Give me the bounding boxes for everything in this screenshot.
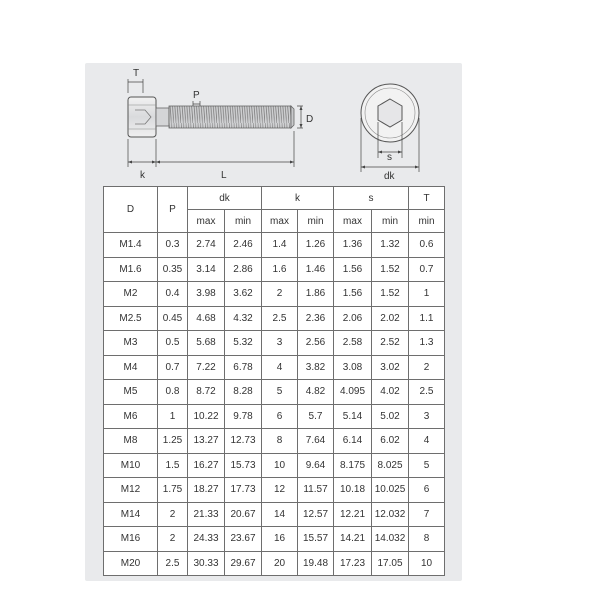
table-cell: 1.26 (298, 233, 334, 258)
table-cell: 24.33 (188, 527, 225, 552)
table-cell: 0.35 (158, 257, 188, 282)
table-cell: 1.3 (409, 331, 445, 356)
table-cell: 10 (409, 551, 445, 576)
screw-thread (169, 106, 291, 128)
table-cell: 8.025 (372, 453, 409, 478)
table-cell: 1.6 (262, 257, 298, 282)
table-cell: 2.58 (334, 331, 372, 356)
table-cell: 2.52 (372, 331, 409, 356)
table-cell: 0.7 (409, 257, 445, 282)
table-row (104, 306, 445, 331)
table-cell: 5.32 (225, 331, 262, 356)
table-cell: 15.73 (225, 453, 262, 478)
label-k: k (140, 170, 145, 181)
header-D: D (104, 187, 158, 233)
table-cell: 1.36 (334, 233, 372, 258)
screw-technical-drawing (85, 63, 462, 186)
table-cell: 2.86 (225, 257, 262, 282)
header-dk: dk (188, 187, 262, 210)
table-cell: 5 (409, 453, 445, 478)
table-cell: 23.67 (225, 527, 262, 552)
table-cell: 3.98 (188, 282, 225, 307)
table-cell: 29.67 (225, 551, 262, 576)
label-D: D (306, 114, 314, 125)
table-cell: 3.08 (334, 355, 372, 380)
table-cell: 10.18 (334, 478, 372, 503)
table-cell: 2 (158, 527, 188, 552)
table-cell: 0.6 (409, 233, 445, 258)
table-cell: 1.4 (262, 233, 298, 258)
table-cell: 10.025 (372, 478, 409, 503)
table-row (104, 453, 445, 478)
table-cell: 2 (409, 355, 445, 380)
table-cell: 1.56 (334, 282, 372, 307)
table-cell: 10.22 (188, 404, 225, 429)
table-cell: 0.5 (158, 331, 188, 356)
table-cell: M3 (104, 331, 158, 356)
table-cell: M16 (104, 527, 158, 552)
table-cell: 2 (262, 282, 298, 307)
label-dk: dk (384, 171, 395, 182)
table-cell: 5 (262, 380, 298, 405)
screw-shank (156, 108, 169, 126)
table-cell: M2 (104, 282, 158, 307)
table-cell: 19.48 (298, 551, 334, 576)
table-cell: 21.33 (188, 502, 225, 527)
table-cell: M1.6 (104, 257, 158, 282)
table-cell: 6.78 (225, 355, 262, 380)
header-s-min: min (372, 210, 409, 233)
table-row (104, 380, 445, 405)
table-cell: 6.14 (334, 429, 372, 454)
header-dk-max: max (188, 210, 225, 233)
header-T-min: min (409, 210, 445, 233)
table-cell: 17.05 (372, 551, 409, 576)
header-T: T (409, 187, 445, 210)
table-cell: 1 (409, 282, 445, 307)
table-cell: 13.27 (188, 429, 225, 454)
table-cell: 1.75 (158, 478, 188, 503)
table-cell: 17.73 (225, 478, 262, 503)
table-cell: 4.02 (372, 380, 409, 405)
table-cell: 5.7 (298, 404, 334, 429)
table-cell: 8 (409, 527, 445, 552)
table-cell: 3.62 (225, 282, 262, 307)
table-cell: M1.4 (104, 233, 158, 258)
table-cell: 8.28 (225, 380, 262, 405)
table-cell: M14 (104, 502, 158, 527)
table-cell: 30.33 (188, 551, 225, 576)
table-cell: M12 (104, 478, 158, 503)
table-cell: 1.25 (158, 429, 188, 454)
table-row (104, 257, 445, 282)
label-P: P (193, 90, 200, 101)
table-cell: 4.095 (334, 380, 372, 405)
table-row (104, 355, 445, 380)
table-cell: 3 (409, 404, 445, 429)
table-cell: 5.14 (334, 404, 372, 429)
table-cell: M20 (104, 551, 158, 576)
table-cell: 14.21 (334, 527, 372, 552)
table-cell: 20.67 (225, 502, 262, 527)
table-row (104, 404, 445, 429)
table-cell: 12.73 (225, 429, 262, 454)
table-cell: 3.02 (372, 355, 409, 380)
table-cell: 9.64 (298, 453, 334, 478)
table-cell: 2.74 (188, 233, 225, 258)
table-cell: 17.23 (334, 551, 372, 576)
header-dk-min: min (225, 210, 262, 233)
table-cell: 4.32 (225, 306, 262, 331)
table-cell: 3 (262, 331, 298, 356)
header-s: s (334, 187, 409, 210)
table-cell: M6 (104, 404, 158, 429)
table-cell: 12.21 (334, 502, 372, 527)
table-cell: 14.032 (372, 527, 409, 552)
table-cell: 1.86 (298, 282, 334, 307)
label-s: s (387, 152, 392, 163)
table-cell: 14 (262, 502, 298, 527)
table-cell: 6.02 (372, 429, 409, 454)
table-cell: 11.57 (298, 478, 334, 503)
table-cell: M5 (104, 380, 158, 405)
table-row (104, 331, 445, 356)
table-body (104, 233, 445, 576)
screw-end-view (361, 84, 419, 182)
table-cell: 1.46 (298, 257, 334, 282)
table-cell: 1.5 (158, 453, 188, 478)
table-cell: 6 (262, 404, 298, 429)
table-cell: 9.78 (225, 404, 262, 429)
table-cell: 12 (262, 478, 298, 503)
table-cell: 7 (409, 502, 445, 527)
table-cell: 12.032 (372, 502, 409, 527)
table-cell: 5.68 (188, 331, 225, 356)
table-cell: 0.45 (158, 306, 188, 331)
header-P: P (158, 187, 188, 233)
table-cell: 0.4 (158, 282, 188, 307)
table-cell: 2.46 (225, 233, 262, 258)
table-cell: 4.68 (188, 306, 225, 331)
table-row (104, 233, 445, 258)
table-cell: M4 (104, 355, 158, 380)
table-cell: 3.82 (298, 355, 334, 380)
label-T: T (133, 68, 140, 79)
screw-dimension-table (103, 186, 445, 576)
header-s-max: max (334, 210, 372, 233)
table-cell: 1.32 (372, 233, 409, 258)
table-cell: 10 (262, 453, 298, 478)
table-cell: 1.52 (372, 282, 409, 307)
table-cell: 1.52 (372, 257, 409, 282)
table-cell: 16.27 (188, 453, 225, 478)
table-cell: 7.22 (188, 355, 225, 380)
table-row (104, 502, 445, 527)
table-cell: 5.02 (372, 404, 409, 429)
table-cell: 1.56 (334, 257, 372, 282)
spec-card (85, 63, 462, 581)
table-cell: 6 (409, 478, 445, 503)
table-cell: 0.7 (158, 355, 188, 380)
table-row (104, 527, 445, 552)
header-k: k (262, 187, 334, 210)
table-cell: 0.8 (158, 380, 188, 405)
table-cell: M2.5 (104, 306, 158, 331)
table-cell: 12.57 (298, 502, 334, 527)
table-cell: 3.14 (188, 257, 225, 282)
table-cell: M8 (104, 429, 158, 454)
table-cell: 20 (262, 551, 298, 576)
table-row (104, 551, 445, 576)
table-cell: 7.64 (298, 429, 334, 454)
table-cell: 2.36 (298, 306, 334, 331)
table-cell: 2.06 (334, 306, 372, 331)
table-row (104, 429, 445, 454)
table-cell: 2.5 (262, 306, 298, 331)
table-cell: 2 (158, 502, 188, 527)
table-cell: 2.5 (158, 551, 188, 576)
table-cell: 0.3 (158, 233, 188, 258)
header-k-max: max (262, 210, 298, 233)
label-L: L (221, 170, 227, 181)
table-row (104, 282, 445, 307)
table-cell: 2.02 (372, 306, 409, 331)
table-row (104, 478, 445, 503)
table-cell: M10 (104, 453, 158, 478)
table-cell: 2.5 (409, 380, 445, 405)
table-cell: 4 (262, 355, 298, 380)
table-cell: 1.1 (409, 306, 445, 331)
table-cell: 8 (262, 429, 298, 454)
screw-head (128, 97, 156, 137)
table-cell: 4 (409, 429, 445, 454)
table-cell: 8.72 (188, 380, 225, 405)
table-cell: 18.27 (188, 478, 225, 503)
table-cell: 4.82 (298, 380, 334, 405)
table-cell: 16 (262, 527, 298, 552)
table-cell: 15.57 (298, 527, 334, 552)
table-cell: 2.56 (298, 331, 334, 356)
header-k-min: min (298, 210, 334, 233)
table-cell: 8.175 (334, 453, 372, 478)
screw-side-view (128, 97, 294, 137)
table-cell: 1 (158, 404, 188, 429)
